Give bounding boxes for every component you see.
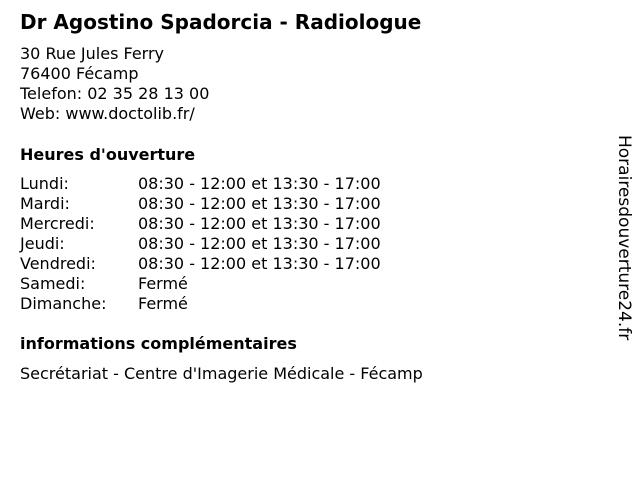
hours-heading: Heures d'ouverture xyxy=(20,145,196,164)
hours-row-monday xyxy=(20,174,381,194)
hours-time: 08:30 - 12:00 et 13:30 - 17:00 xyxy=(138,234,381,253)
address-city: 76400 Fécamp xyxy=(20,64,139,83)
address-phone: Telefon: 02 35 28 13 00 xyxy=(20,84,210,103)
hours-row-wednesday xyxy=(20,214,381,234)
address-street: 30 Rue Jules Ferry xyxy=(20,44,164,63)
hours-day: Lundi: xyxy=(20,174,69,193)
hours-row-tuesday xyxy=(20,194,381,214)
hours-table xyxy=(20,174,381,314)
hours-row-thursday xyxy=(20,234,381,254)
site-watermark: Horairesdouverture24.fr xyxy=(614,135,634,341)
hours-row-friday xyxy=(20,254,381,274)
hours-time: 08:30 - 12:00 et 13:30 - 17:00 xyxy=(138,254,381,273)
hours-day: Mercredi: xyxy=(20,214,95,233)
hours-day: Mardi: xyxy=(20,194,70,213)
hours-day: Vendredi: xyxy=(20,254,96,273)
hours-row-saturday xyxy=(20,274,381,294)
info-text: Secrétariat - Centre d'Imagerie Médicale - Fécamp xyxy=(20,364,423,383)
address-web: Web: www.doctolib.fr/ xyxy=(20,104,195,123)
hours-day: Samedi: xyxy=(20,274,86,293)
hours-time: Fermé xyxy=(138,294,188,313)
hours-time: 08:30 - 12:00 et 13:30 - 17:00 xyxy=(138,174,381,193)
hours-day: Dimanche: xyxy=(20,294,107,313)
hours-time: 08:30 - 12:00 et 13:30 - 17:00 xyxy=(138,214,381,233)
hours-time: 08:30 - 12:00 et 13:30 - 17:00 xyxy=(138,194,381,213)
address-block xyxy=(20,44,209,124)
info-heading: informations complémentaires xyxy=(20,334,297,353)
hours-time: Fermé xyxy=(138,274,188,293)
hours-row-sunday xyxy=(20,294,381,314)
page-title: Dr Agostino Spadorcia - Radiologue xyxy=(20,10,422,34)
hours-day: Jeudi: xyxy=(20,234,65,253)
